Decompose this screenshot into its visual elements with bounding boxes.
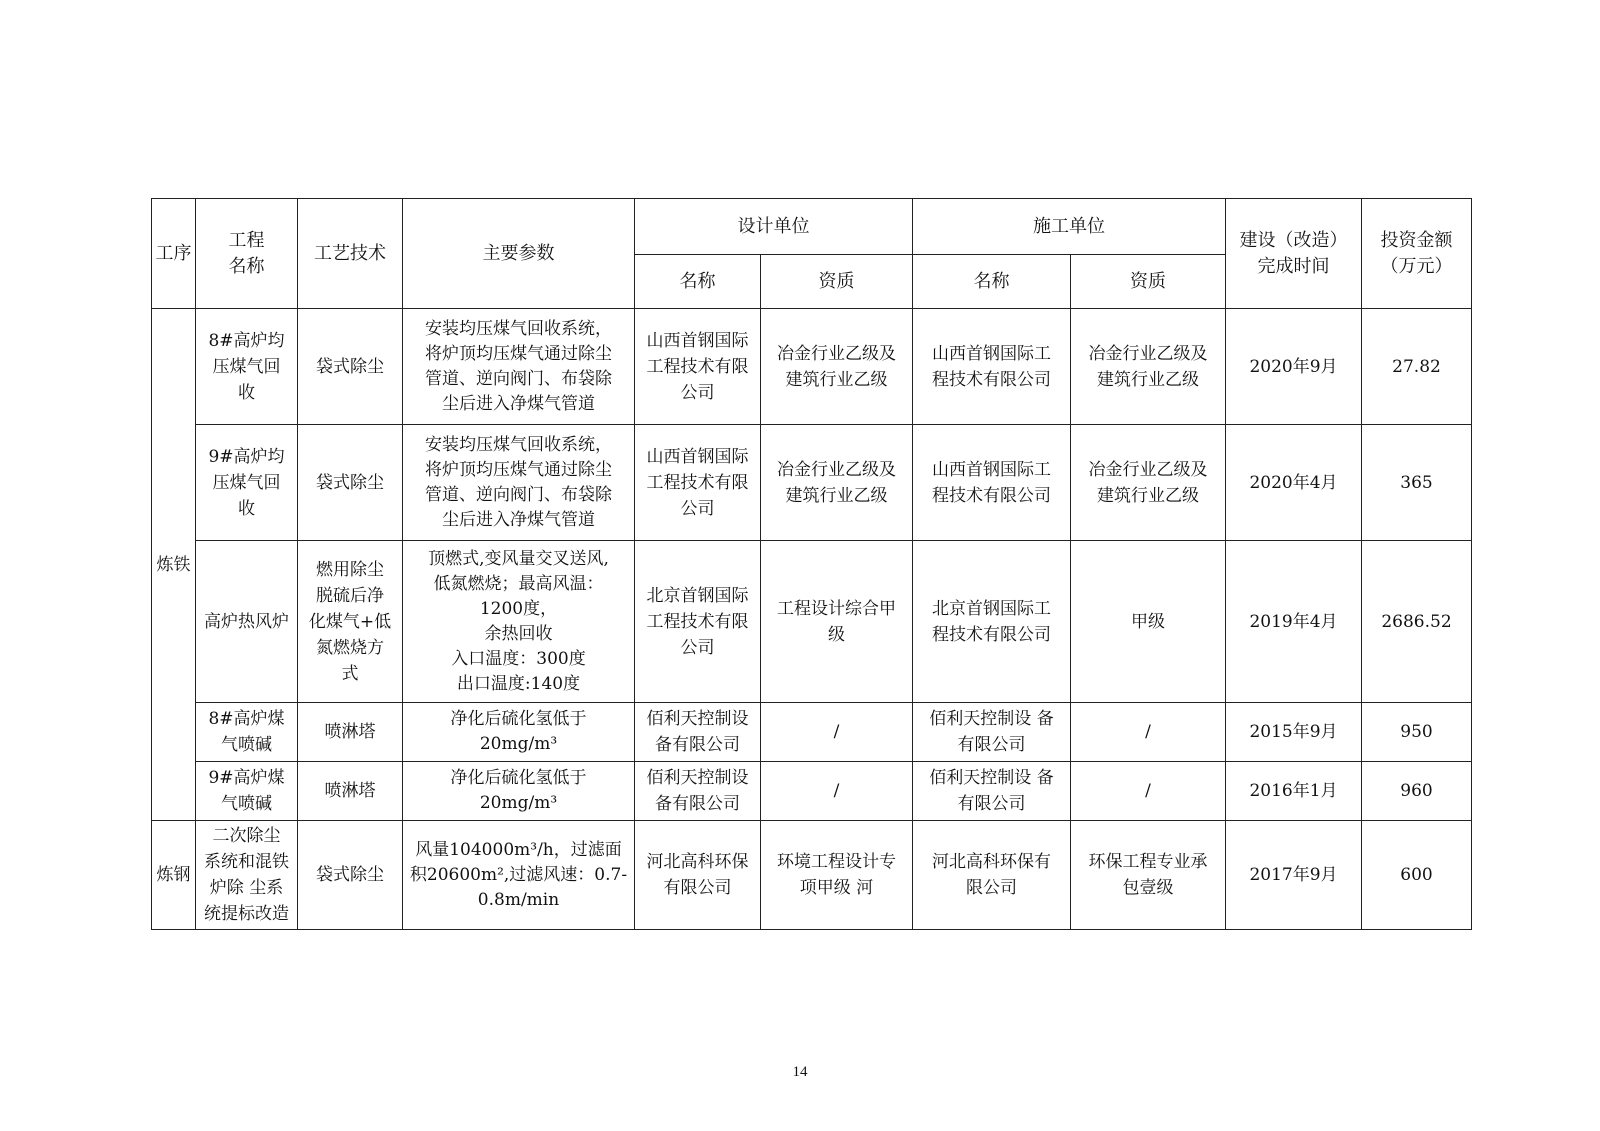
cell-text-line: 公司 (680, 382, 715, 403)
cell-text-line: 喷淋塔 (324, 781, 376, 801)
parameters-cell (403, 762, 635, 821)
cell-text-line: 收 (238, 382, 255, 403)
process-cell: 炼铁 (152, 309, 196, 821)
completion-time-cell: 2016年1月 (1226, 762, 1362, 821)
project-name-cell (196, 762, 298, 821)
cell-text-line: 级 (828, 624, 845, 645)
cell-text-line: 袋式除尘 (316, 356, 384, 377)
cell-text-line: 山西首钢国际 (646, 446, 749, 467)
design-unit-qualification-cell (761, 541, 913, 703)
cell-text-line: 程技术有限公司 (932, 485, 1051, 506)
header-completion-time: 建设（改造） 完成时间 (1226, 199, 1362, 309)
construction-unit-name-cell (913, 541, 1071, 703)
cell-text-line: 风量104000m³/h，过滤面 (415, 839, 622, 860)
cell-text-line: 气喷碱 (221, 794, 272, 814)
table-row (152, 821, 1472, 930)
completion-time-cell: 2020年9月 (1226, 309, 1362, 425)
cell-text-line: 低氮燃烧；最高风温： (433, 573, 604, 594)
cell-text-line: 0.8m/min (477, 889, 560, 910)
cell-text-line: 建筑行业乙级 (1097, 485, 1199, 506)
cell-text-line: 出口温度:140度 (456, 673, 581, 694)
cell-text-line: 20mg/m³ (479, 734, 558, 754)
cell-text-line: 8#高炉煤 (208, 709, 285, 729)
completion-time-cell: 2017年9月 (1226, 821, 1362, 930)
cell-text-line: 工程设计综合甲 (777, 598, 896, 619)
completion-time-cell: 2020年4月 (1226, 425, 1362, 541)
construction-unit-qualification-cell (1071, 762, 1226, 821)
cell-text-line: 冶金行业乙级及 (1088, 343, 1208, 364)
cell-text-line: / (833, 781, 840, 801)
project-name-cell (196, 541, 298, 703)
cell-text-line: 包壹级 (1122, 878, 1174, 898)
parameters-cell (403, 821, 635, 930)
construction-unit-name-cell (913, 309, 1071, 425)
cell-text-line: 冶金行业乙级及 (777, 343, 896, 364)
cell-text-line: 项甲级 河 (799, 878, 874, 898)
header-design-qualification: 资质 (761, 255, 913, 309)
cell-text-line: / (1145, 722, 1151, 742)
cell-text-line: / (833, 722, 840, 742)
cell-text-line: 20mg/m³ (479, 793, 558, 813)
design-unit-name-cell (635, 762, 761, 821)
completion-time-cell: 2015年9月 (1226, 703, 1362, 762)
header-design-name: 名称 (635, 255, 761, 309)
cell-text-line: 北京首钢国际工 (932, 598, 1051, 619)
design-unit-name-cell (635, 821, 761, 930)
cell-text-line: 佰利天控制设 (646, 709, 749, 729)
cell-text-line: 环境工程设计专 (777, 852, 896, 872)
cell-text-line: 佰利天控制设 备 (929, 709, 1054, 729)
investment-amount-cell: 960 (1362, 762, 1472, 821)
cell-text-line: 河北高科环保有 (932, 852, 1051, 872)
table-row (152, 703, 1472, 762)
cell-text-line: 冶金行业乙级及 (777, 459, 896, 480)
cell-text-line: 统提标改造 (204, 904, 289, 924)
cell-text-line: 程技术有限公司 (932, 369, 1051, 390)
design-unit-qualification-cell (761, 309, 913, 425)
header-investment: 投资金额 （万元） (1362, 199, 1472, 309)
cell-text-line: 山西首钢国际工 (932, 459, 1051, 480)
cell-text-line: 燃用除尘 (316, 559, 384, 580)
cell-text-line: 1200度， (479, 598, 558, 619)
table-row (152, 425, 1472, 541)
project-name-cell (196, 425, 298, 541)
cell-text-line: 入口温度：300度 (451, 648, 586, 669)
cell-text-line: 顶燃式,变风量交叉送风, (428, 548, 609, 569)
technology-cell (298, 425, 403, 541)
cell-text-line: 9#高炉均 (208, 446, 285, 467)
header-parameters: 主要参数 (403, 199, 635, 309)
cell-text-line: 佰利天控制设 (646, 768, 749, 788)
cell-text-line: 袋式除尘 (316, 472, 384, 493)
design-unit-qualification-cell (761, 703, 913, 762)
investment-amount-cell: 950 (1362, 703, 1472, 762)
parameters-cell (403, 425, 635, 541)
cell-text-line: 将炉顶均压煤气通过除尘 (425, 459, 612, 480)
construction-unit-qualification-cell (1071, 703, 1226, 762)
cell-text-line: 尘后进入净煤气管道 (442, 509, 595, 530)
cell-text-line: 建筑行业乙级 (785, 485, 888, 506)
cell-text-line: 限公司 (966, 878, 1017, 898)
construction-unit-qualification-cell (1071, 425, 1226, 541)
cell-text-line: 北京首钢国际 (646, 585, 749, 606)
parameters-cell (403, 703, 635, 762)
cell-text-line: 将炉顶均压煤气通过除尘 (425, 343, 612, 364)
construction-unit-qualification-cell (1071, 821, 1226, 930)
cell-text-line: 余热回收 (484, 623, 553, 644)
cell-text-line: 环保工程专业承 (1088, 852, 1208, 872)
investment-amount-cell: 600 (1362, 821, 1472, 930)
cell-text-line: 甲级 (1131, 611, 1165, 632)
technology-cell (298, 309, 403, 425)
construction-unit-qualification-cell (1071, 541, 1226, 703)
cell-text-line: 河北高科环保 (646, 852, 749, 872)
header-process: 工序 (152, 199, 196, 309)
cell-text-line: 备有限公司 (655, 794, 740, 814)
cell-text-line: 式 (341, 663, 359, 684)
cell-text-line: 喷淋塔 (324, 722, 376, 742)
project-name-cell (196, 821, 298, 930)
cell-text-line: 高炉热风炉 (204, 611, 289, 632)
design-unit-qualification-cell (761, 821, 913, 930)
cell-text-line: 压煤气回 (212, 472, 281, 493)
cell-text-line: 山西首钢国际 (646, 330, 749, 351)
investment-amount-cell: 2686.52 (1362, 541, 1472, 703)
cell-text-line: 净化后硫化氢低于 (450, 709, 587, 729)
investment-amount-cell: 365 (1362, 425, 1472, 541)
header-project-name: 工程 名称 (196, 199, 298, 309)
design-unit-name-cell (635, 425, 761, 541)
construction-unit-qualification-cell (1071, 309, 1226, 425)
investment-amount-cell: 27.82 (1362, 309, 1472, 425)
process-cell: 炼钢 (152, 821, 196, 930)
cell-text-line: 冶金行业乙级及 (1088, 459, 1208, 480)
project-table (151, 198, 1472, 930)
parameters-cell (403, 541, 635, 703)
technology-cell (298, 703, 403, 762)
header-technology: 工艺技术 (298, 199, 403, 309)
technology-cell (298, 762, 403, 821)
cell-text-line: 收 (238, 498, 255, 519)
table-row (152, 309, 1472, 425)
cell-text-line: 炉除 尘系 (209, 878, 284, 898)
header-design-unit: 设计单位 (635, 199, 913, 255)
cell-text-line: 管道、逆向阀门、布袋除 (425, 484, 612, 505)
cell-text-line: 化煤气+低 (308, 611, 392, 632)
cell-text-line: 建筑行业乙级 (785, 369, 888, 390)
cell-text-line: / (1145, 781, 1151, 801)
cell-text-line: 备有限公司 (655, 735, 740, 755)
cell-text-line: 有限公司 (957, 794, 1026, 814)
cell-text-line: 有限公司 (957, 735, 1026, 755)
completion-time-cell: 2019年4月 (1226, 541, 1362, 703)
header-construction-name: 名称 (913, 255, 1071, 309)
cell-text-line: 9#高炉煤 (208, 768, 285, 788)
header-construction-qualification: 资质 (1071, 255, 1226, 309)
cell-text-line: 山西首钢国际工 (932, 343, 1051, 364)
construction-unit-name-cell (913, 703, 1071, 762)
cell-text-line: 公司 (680, 498, 715, 519)
cell-text-line: 尘后进入净煤气管道 (442, 393, 595, 414)
cell-text-line: 压煤气回 (212, 356, 281, 377)
design-unit-name-cell (635, 703, 761, 762)
table-row (152, 541, 1472, 703)
design-unit-name-cell (635, 309, 761, 425)
technology-cell (298, 821, 403, 930)
construction-unit-name-cell (913, 821, 1071, 930)
cell-text-line: 袋式除尘 (316, 865, 384, 885)
design-unit-name-cell (635, 541, 761, 703)
cell-text-line: 净化后硫化氢低于 (450, 768, 587, 788)
header-construction-unit: 施工单位 (913, 199, 1226, 255)
cell-text-line: 佰利天控制设 备 (929, 768, 1054, 788)
page-number: 14 (792, 1064, 808, 1080)
cell-text-line: 工程技术有限 (646, 611, 749, 632)
technology-cell (298, 541, 403, 703)
cell-text-line: 安装均压煤气回收系统， (425, 434, 612, 455)
design-unit-qualification-cell (761, 425, 913, 541)
cell-text-line: 工程技术有限 (646, 356, 749, 377)
cell-text-line: 有限公司 (663, 878, 732, 898)
cell-text-line: 二次除尘 (212, 826, 281, 846)
project-name-cell (196, 703, 298, 762)
cell-text-line: 公司 (680, 637, 715, 658)
cell-text-line: 积20600m²,过滤风速：0.7- (409, 864, 628, 885)
construction-unit-name-cell (913, 425, 1071, 541)
cell-text-line: 气喷碱 (221, 735, 272, 755)
cell-text-line: 8#高炉均 (208, 330, 285, 351)
parameters-cell (403, 309, 635, 425)
construction-unit-name-cell (913, 762, 1071, 821)
cell-text-line: 系统和混铁 (204, 852, 289, 872)
cell-text-line: 脱硫后净 (316, 585, 384, 606)
cell-text-line: 管道、逆向阀门、布袋除 (425, 368, 612, 389)
cell-text-line: 工程技术有限 (646, 472, 749, 493)
design-unit-qualification-cell (761, 762, 913, 821)
table-row (152, 762, 1472, 821)
cell-text-line: 程技术有限公司 (932, 624, 1051, 645)
cell-text-line: 氮燃烧方 (316, 637, 384, 658)
cell-text-line: 建筑行业乙级 (1097, 369, 1199, 390)
project-name-cell (196, 309, 298, 425)
cell-text-line: 安装均压煤气回收系统， (425, 318, 612, 339)
